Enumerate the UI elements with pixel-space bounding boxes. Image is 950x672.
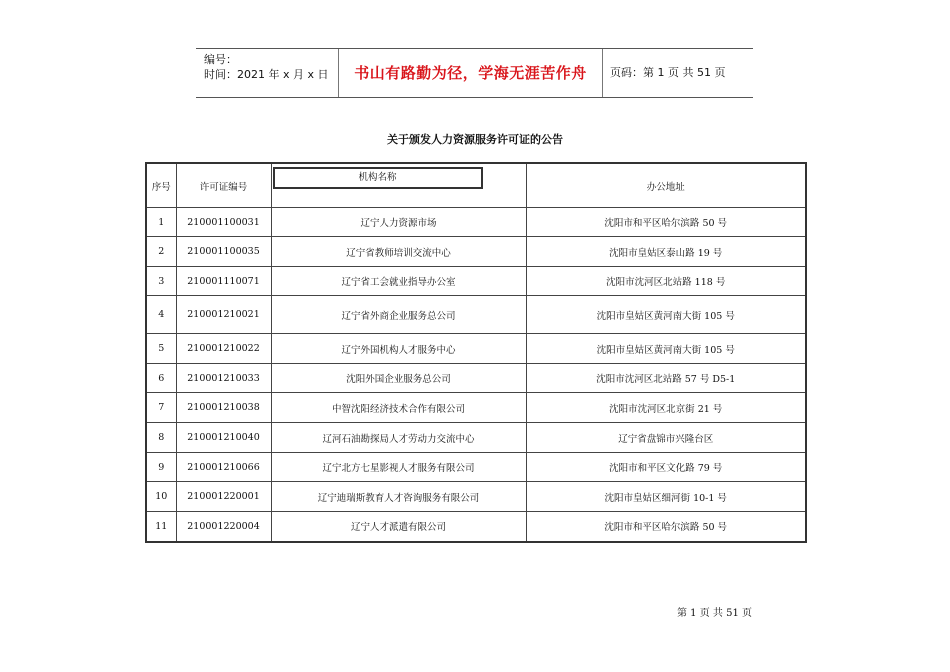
cell-license: 210001210033 (176, 364, 271, 393)
column-header-address: 办公地址 (526, 163, 806, 208)
cell-index: 5 (146, 334, 176, 364)
table-row (146, 364, 806, 393)
cell-license: 210001210066 (176, 453, 271, 482)
cell-license: 210001210038 (176, 393, 271, 423)
cell-index: 7 (146, 393, 176, 423)
cell-name: 辽宁省教师培训交流中心 (271, 237, 526, 267)
cell-address: 沈阳市沈河区北站路 57 号 D5-1 (526, 364, 806, 393)
cell-index: 1 (146, 208, 176, 237)
cell-address: 沈阳市皇姑区泰山路 19 号 (526, 237, 806, 267)
table-row (146, 512, 806, 542)
cell-index: 9 (146, 453, 176, 482)
cell-name: 辽宁省外商企业服务总公司 (271, 296, 526, 334)
cell-index: 10 (146, 482, 176, 512)
document-title: 关于颁发人力资源服务许可证的公告 (387, 133, 563, 146)
table-row (146, 334, 806, 364)
cell-address: 辽宁省盘锦市兴隆台区 (526, 423, 806, 453)
cell-license: 210001220001 (176, 482, 271, 512)
cell-license: 210001220004 (176, 512, 271, 542)
cell-license: 210001210021 (176, 296, 271, 334)
cell-index: 11 (146, 512, 176, 542)
cell-address: 沈阳市和平区哈尔滨路 50 号 (526, 208, 806, 237)
column-header-index: 序号 (146, 163, 176, 208)
table-row (146, 393, 806, 423)
table-row (146, 482, 806, 512)
cell-name: 辽宁外国机构人才服务中心 (271, 334, 526, 364)
cell-address: 沈阳市沈河区北京街 21 号 (526, 393, 806, 423)
cell-index: 2 (146, 237, 176, 267)
cell-address: 沈阳市和平区哈尔滨路 50 号 (526, 512, 806, 542)
table-row (146, 267, 806, 296)
table-row (146, 423, 806, 453)
cell-license: 210001100031 (176, 208, 271, 237)
table-body (146, 208, 806, 542)
header-divider (602, 49, 603, 97)
table-row (146, 296, 806, 334)
table-header-row (146, 163, 806, 208)
license-table (145, 162, 807, 543)
cell-name: 辽宁省工会就业指导办公室 (271, 267, 526, 296)
cell-address: 沈阳市沈河区北站路 118 号 (526, 267, 806, 296)
cell-address: 沈阳市和平区文化路 79 号 (526, 453, 806, 482)
cell-license: 210001100035 (176, 237, 271, 267)
cell-name: 沈阳外国企业服务总公司 (271, 364, 526, 393)
column-header-license: 许可证编号 (176, 163, 271, 208)
column-header-name-cell (271, 163, 526, 208)
table-row (146, 453, 806, 482)
cell-index: 6 (146, 364, 176, 393)
cell-license: 210001210022 (176, 334, 271, 364)
cell-address: 沈阳市皇姑区黄河南大街 105 号 (526, 296, 806, 334)
cell-name: 辽宁人才派遣有限公司 (271, 512, 526, 542)
cell-index: 3 (146, 267, 176, 296)
column-header-name: 机构名称 (273, 167, 483, 189)
page-footer: 第 1 页 共 51 页 (677, 608, 752, 619)
cell-license: 210001210040 (176, 423, 271, 453)
cell-name: 辽宁北方七星影视人才服务有限公司 (271, 453, 526, 482)
header-motto: 书山有路勤为径，学海无涯苦作舟 (354, 64, 587, 82)
cell-name: 中智沈阳经济技术合作有限公司 (271, 393, 526, 423)
cell-license: 210001110071 (176, 267, 271, 296)
cell-address: 沈阳市皇姑区细河街 10-1 号 (526, 482, 806, 512)
cell-index: 8 (146, 423, 176, 453)
header-meta (204, 52, 336, 82)
table-row (146, 237, 806, 267)
cell-index: 4 (146, 296, 176, 334)
cell-name: 辽宁迪瑞斯教育人才咨询服务有限公司 (271, 482, 526, 512)
header-date-label: 时间：2021 年 x 月 x 日 (204, 68, 329, 81)
cell-name: 辽宁人力资源市场 (271, 208, 526, 237)
header-page-label: 页码：第 1 页 共 51 页 (610, 66, 726, 79)
table-row (146, 208, 806, 237)
cell-name: 辽河石油勘探局人才劳动力交流中心 (271, 423, 526, 453)
header-number-label: 编号： (204, 53, 237, 66)
document-header (196, 48, 753, 98)
cell-address: 沈阳市皇姑区黄河南大街 105 号 (526, 334, 806, 364)
